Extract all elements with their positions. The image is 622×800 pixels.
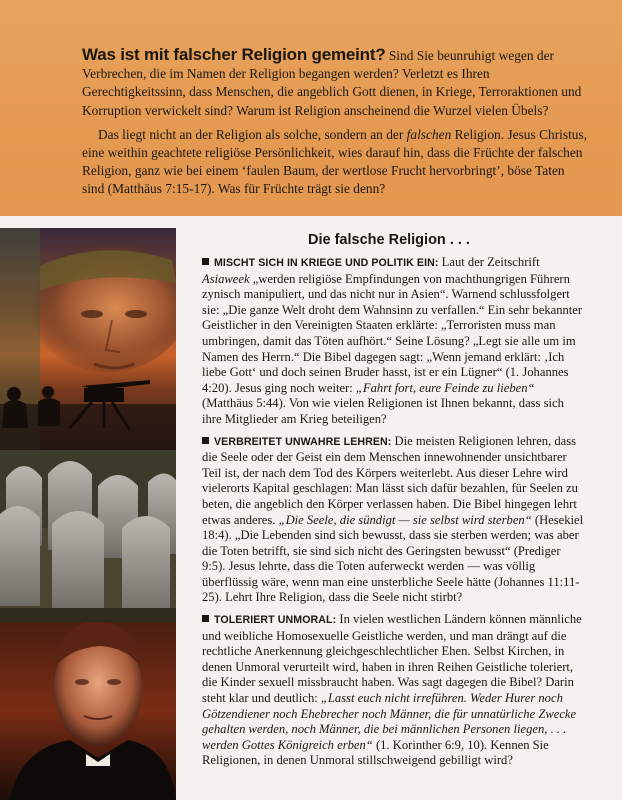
section-emphasis: Asiaweek [202, 271, 250, 286]
intro-text-1: Sind Sie beunruhigt wegen der Verbrechen, die im Namen der Religion begangen werden? Verletzt es Ihren Gerechtigkeitssinn, dass Menschen, die angeblich Gott dienen, in Kriege, Terroraktionen und Korruption verwickelt sind? Warum ist Religion anscheinend die Wurzel vielen Übels? [82, 48, 582, 118]
section-text: (Matthäus 5:44). Von wie vielen Religionen ist Ihnen bekannt, dass sich ihre Mitglieder am Krieg beteiligen? [202, 396, 564, 426]
section-text: In vielen westlichen Ländern können männliche und weibliche Homosexuelle Geistliche werden, und man drängt auf die rechtliche Anerkennung gleichgeschlechtlicher Ehen. Selbst Kirchen, in denen Unmoral verurteilt wird, haben in ihren Reihen Geistliche toleriert, die Kinder sexuell missbraucht haben. Was sagt dagegen die Bibel? Darin steht klar und deutlich: [202, 612, 582, 706]
section-emphasis: „Die Seele, die sündigt — sie selbst wird sterben“ [278, 512, 532, 527]
collage-illustration [0, 228, 176, 800]
illustration-strip [0, 228, 176, 800]
bullet-square-icon [202, 258, 209, 265]
box-title: Die falsche Religion . . . [308, 232, 470, 248]
section-text: „werden religiöse Empfindungen von machthungrigen Führern zynisch manipuliert, und das nicht nur in Asien“. Warnend schlussfolgert sie: „Die ganze Welt droht dem Wahnsinn zu verfallen.“ Ein sehr bekannter Geistlicher in den Vereinigten Staaten erklärte: „Terroristen muss man umbringen, damit das Töten aufhört.“ Seine Lösung? „Legt sie alle um im Namen des Herrn.“ Die Bibel dagegen sagt: „Wenn jemand erklärt: ‚Ich liebe Gott‘ und doch seinen Bruder hasst, ist er ein Lügner“ (1. Johannes 4:20). Jesus ging noch weiter: [202, 271, 583, 395]
bullet-square-icon [202, 615, 209, 622]
headline: Was ist mit falscher Religion gemeint? [82, 45, 386, 64]
section-false-teachings [202, 434, 584, 607]
box-body [202, 255, 584, 775]
false-religion-box [186, 228, 586, 800]
section-emphasis: „Lasst euch nicht irreführen. Weder Hurer noch Götzendiener noch Ehebrecher noch Männer, die für unnatürliche Zwecke gehalten werden, noch Männer, die bei männlichen Personen liegen, . . . werden Gottes Königreich erben“ [202, 691, 577, 752]
intro-emphasis: falschen [406, 126, 452, 142]
section-war-politics [202, 255, 584, 428]
section-lead: TOLERIERT UNMORAL: [214, 614, 337, 627]
intro-section [0, 0, 622, 216]
intro-text-2a: Das liegt nicht an der Religion als solche, sondern an der [98, 126, 407, 142]
section-text: Die meisten Religionen lehren, dass die Seele oder der Geist ein dem Menschen innewohnender unsichtbarer Teil ist, der nach dem Tod des Körpers weiterlebt. Aus dieser Lehre wird vielerorts Kapital geschlagen: Man lässt sich dafür bezahlen, für Seelen zu beten, die angeblich den Körper verlassen haben. Die Bibel hingegen lehrt etwas anderes. [202, 433, 578, 527]
section-immorality [202, 612, 584, 769]
clergyman-portrait [0, 622, 176, 800]
section-emphasis: „Fahrt fort, eure Feinde zu lieben“ [355, 380, 535, 395]
section-text: (Hesekiel 18:4). „Die Lebenden sind sich bewusst, dass sie sterben werden; was aber die Toten betrifft, sie sind sich nicht des Geringsten bewusst“ (Prediger 9:5). Jesus lehrte, dass die Toten auferweckt werden — was völlig überflüssig wäre, wenn man eine unsterbliche Seele hätte (Johannes 11:11-25). Lehrt Ihre Religion, dass die Seele nicht stirbt? [202, 512, 584, 605]
section-lead: MISCHT SICH IN KRIEGE UND POLITIK EIN: [214, 257, 439, 269]
section-text: (1. Korinther 6:9, 10). Kennen Sie Religionen, in denen Unmoral stillschweigend gebilligt wird? [202, 737, 549, 768]
gravestones [0, 450, 176, 622]
section-text: Laut der Zeitschrift [438, 255, 540, 269]
intro-paragraph-1 [82, 46, 588, 120]
intro-text-2b: Religion. Jesus Christus, eine weithin geachtete religiöse Persönlichkeit, wies darauf hin, dass die Früchte der falschen Religion, ganz wie bei einem ‘faulen Baum, der wertlose Frucht hervorbringt’, böse Taten sind (Matthäus 7:15-17). Was für Früchte trägt sie denn? [82, 126, 588, 197]
section-lead: VERBREITET UNWAHRE LEHREN: [214, 435, 392, 448]
intro-paragraph-2 [82, 126, 588, 199]
bullet-square-icon [202, 437, 209, 444]
